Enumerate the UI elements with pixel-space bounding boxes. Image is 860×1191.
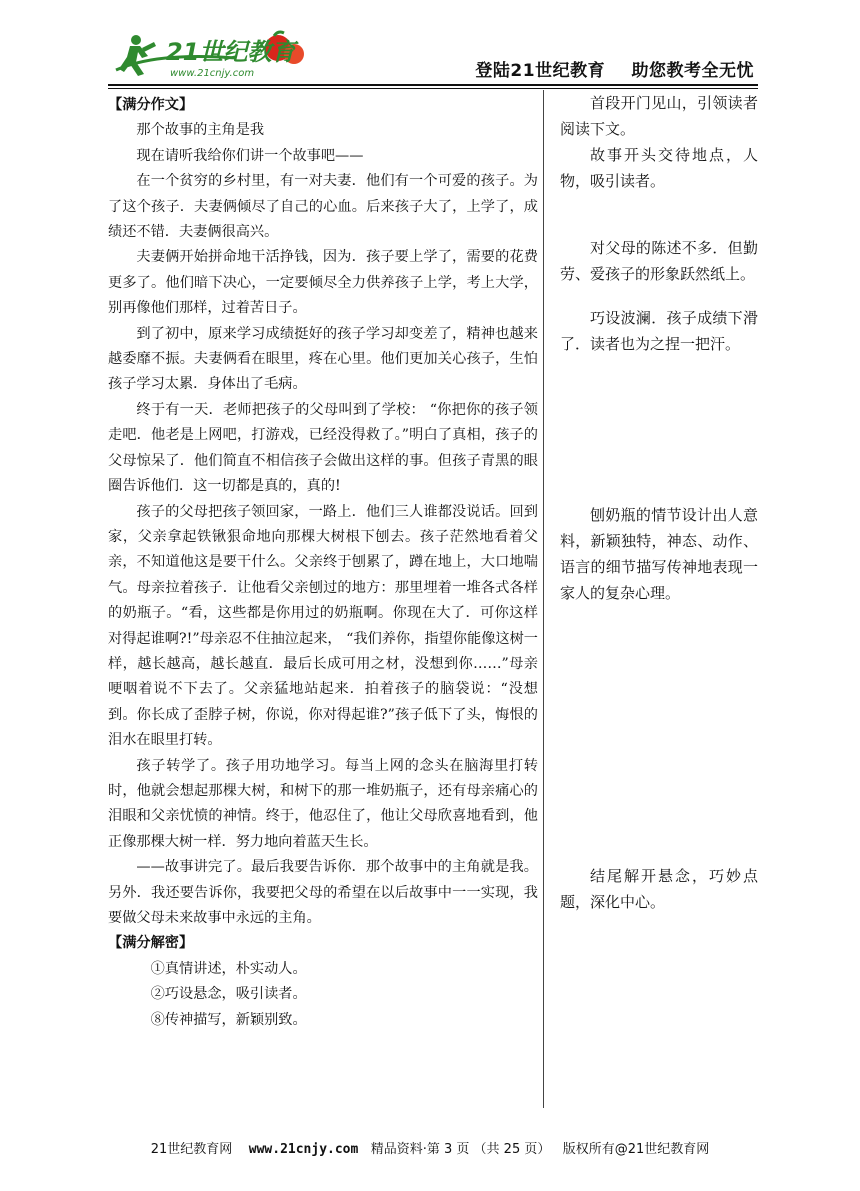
essay-paragraph: 终于有一天．老师把孩子的父母叫到了学校： “你把你的孩子领走吧．他老是上网吧，打游戏，已经没得救了。”明白了真相，孩子的父母惊呆了．他们简直不相信孩子会做出这样的事。但孩子青黑的眼圈告诉他们．这一切都是真的，真的! [108, 401, 538, 495]
essay-paragraph: 到了初中，原来学习成绩挺好的孩子学习却变差了，精神也越来越委靡不振。夫妻俩看在眼里，疼在心里。他们更加关心孩子，生怕孩子学习太累．身体出了毛病。 [108, 325, 538, 393]
heading-full-score-essay: 【满分作文】 [108, 97, 194, 113]
footer-page-info: 精品资料·第 3 页 （共 25 页） [370, 1142, 551, 1157]
slogan-left: 登陆21世纪教育 [475, 61, 606, 81]
essay-paragraph: 孩子的父母把孩子领回家，一路上．他们三人谁都没说话。回到家，父亲拿起铁锹狠命地向那棵大树根下刨去。孩子茫然地看着父亲，不知道他这是要干什么。父亲终于刨累了，蹲在地上，大口地喘气。母亲拉着孩子．让他看父亲刨过的地方：那里埋着一堆各式各样的奶瓶子。“看，这些都是你用过的奶瓶啊。你现在大了．可你这样对得起谁啊?!”母亲忍不住抽泣起来， “我们养你，指望你能像这树一样，越长越高，越长越直．最后长成可用之材，没想到你……”母亲哽咽着说不下去了。父亲猛地站起来．拍着孩子的脑袋说：“没想到。你长成了歪脖子树，你说，你对得起谁?”孩子低下了头，悔恨的泪水在眼里打转。 [108, 503, 538, 749]
footer-site: www.21cnjy.com [248, 1142, 359, 1157]
margin-note: 首段开门见山，引领读者阅读下文。 [560, 94, 758, 138]
footer-org: 21世纪教育网 [150, 1142, 233, 1157]
essay-paragraph: 现在请听我给你们讲一个故事吧—— [136, 147, 364, 164]
logo-text: 21世纪教育 [166, 38, 296, 66]
header-rule [108, 84, 758, 86]
footer-copyright: 版权所有@21世纪教育网 [562, 1142, 710, 1157]
logo-url-text: www.21cnjy.com [170, 68, 255, 79]
margin-note: 结尾解开悬念，巧妙点题，深化中心。 [560, 867, 758, 911]
logo-21cnjy [108, 30, 308, 82]
essay-column [108, 93, 538, 1033]
column-divider [543, 90, 544, 1108]
margin-note: 刨奶瓶的情节设计出人意料，新颖独特，神态、动作、语言的细节描写传神地表现一家人的复杂心理。 [560, 506, 758, 602]
analysis-point: ①真情讲述，朴实动人。 [150, 960, 307, 977]
header-rule-thin [108, 88, 758, 89]
essay-paragraph: 夫妻俩开始拼命地干活挣钱，因为．孩子要上学了，需要的花费更多了。他们暗下决心，一定要倾尽全力供养孩子上学，考上大学，别再像他们那样，过着苦日子。 [108, 249, 538, 317]
analysis-point: ②巧设悬念，吸引读者。 [150, 986, 307, 1003]
margin-note: 对父母的陈述不多．但勤劳、爱孩子的形象跃然纸上。 [560, 239, 758, 283]
margin-note: 故事开头交待地点，人物，吸引读者。 [560, 146, 758, 190]
essay-title: 那个故事的主角是我 [136, 122, 265, 139]
page-footer [0, 1138, 860, 1157]
analysis-point: ⑧传神描写，新颖别致。 [150, 1011, 307, 1028]
page-header [108, 30, 758, 84]
essay-paragraph: 孩子转学了。孩子用功地学习。每当上网的念头在脑海里打转时，他就会想起那棵大树，和树下的那一堆奶瓶子，还有母亲痛心的泪眼和父亲忧愤的神情。终于，他忍住了，他让父母欣喜地看到，他正像那棵大树一样．努力地向着蓝天生长。 [108, 757, 538, 850]
essay-paragraph: 在一个贫穷的乡村里，有一对夫妻．他们有一个可爱的孩子。为了这个孩子．夫妻俩倾尽了自己的心血。后来孩子大了，上学了，成绩还不错．夫妻俩很高兴。 [108, 173, 538, 241]
margin-note: 巧设波澜．孩子成绩下滑了．读者也为之捏一把汗。 [560, 309, 758, 353]
header-slogan [455, 56, 754, 81]
slogan-right: 助您教考全无忧 [631, 61, 754, 81]
essay-paragraph: ——故事讲完了。最后我要告诉你．那个故事中的主角就是我。另外．我还要告诉你，我要把父母的希望在以后故事中一一实现，我要做父母未来故事中永远的主角。 [108, 859, 538, 926]
heading-full-score-analysis: 【满分解密】 [108, 935, 194, 952]
